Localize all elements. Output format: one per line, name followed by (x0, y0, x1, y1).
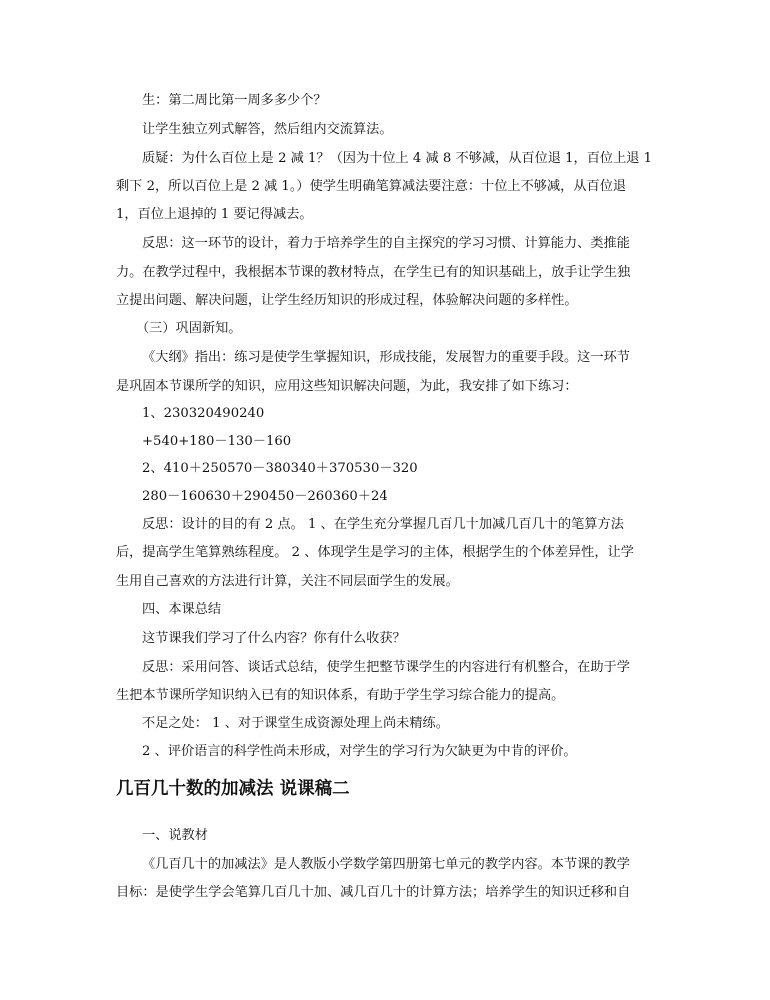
paragraph-line: 反思：采用问答、谈话式总结，使学生把整节课学生的内容进行有机整合，在助于学 (142, 660, 630, 675)
section-subheading: 四、本课总结 (142, 602, 222, 617)
paragraph-line: 2 、评价语言的科学性尚未形成，对学生的学习行为欠缺更为中肯的评价。 (142, 744, 577, 759)
exercise-line: +540+180－130－160 (142, 434, 292, 449)
paragraph-line: 不足之处： 1 、对于课堂生成资源处理上尚未精练。 (142, 716, 449, 731)
exercise-line: 280－160630＋290450－260360＋24 (142, 489, 388, 504)
paragraph-line: 这节课我们学习了什么内容？你有什么收获？ (142, 631, 406, 646)
section-subheading: 一、说教材 (142, 828, 208, 843)
paragraph-line: 是巩固本节课所学的知识，应用这些知识解决问题，为此，我安排了如下练习： (116, 379, 578, 394)
paragraph-line: 立提出问题、解决问题，让学生经历知识的形成过程，体验解决问题的多样性。 (116, 293, 578, 308)
paragraph-line: 1，百位上退掉的 1 要记得减去。 (116, 207, 313, 222)
paragraph-line: 目标：是使学生学会笔算几百几十加、减几百几十的计算方法；培养学生的知识迁移和自 (116, 885, 631, 900)
paragraph-line: 《大纲》指出：练习是使学生掌握知识，形成技能，发展智力的重要手段。这一环节 (142, 350, 630, 365)
paragraph-line: 让学生独立列式解答，然后组内交流算法。 (142, 122, 393, 137)
paragraph-line: 反思：这一环节的设计，着力于培养学生的自主探究的学习习惯、计算能力、类推能 (142, 236, 630, 251)
paragraph-line: 剩下 2，所以百位上是 2 减 1。）使学生明确笔算减法要注意：十位上不够减，从百位退 (116, 179, 627, 194)
paragraph-line: 生把本节课所学知识纳入已有的知识体系，有助于学生学习综合能力的提高。 (116, 688, 565, 703)
exercise-line: 1、230320490240 (142, 406, 265, 421)
paragraph-line: 质疑：为什么百位上是 2 减 1？（因为十位上 4 减 8 不够减，从百位退 1，百位上退 1 (142, 151, 653, 166)
section-heading: 几百几十数的加减法 说课稿二 (116, 779, 350, 799)
paragraph-line: 后，提高学生笔算熟练程度。 2 、体现学生是学习的主体，根据学生的个体差异性，让学 (116, 545, 634, 560)
paragraph-line: 力。在教学过程中，我根据本节课的教材特点，在学生已有的知识基础上，放手让学生独 (116, 265, 631, 280)
exercise-line: 2、410＋250570－380340＋370530－320 (142, 461, 418, 476)
paragraph-line: 生用自己喜欢的方法进行计算，关注不同层面学生的发展。 (116, 574, 459, 589)
paragraph-line: 反思：设计的目的有 2 点。 1 、在学生充分掌握几百几十加减几百几十的笔算方法 (142, 517, 624, 532)
paragraph-line: 生：第二周比第一周多多少个？ (142, 93, 327, 108)
section-subheading: （三）巩固新知。 (136, 321, 242, 336)
paragraph-line: 《几百几十的加减法》是人教版小学数学第四册第七单元的教学内容。本节课的教学 (142, 857, 630, 872)
